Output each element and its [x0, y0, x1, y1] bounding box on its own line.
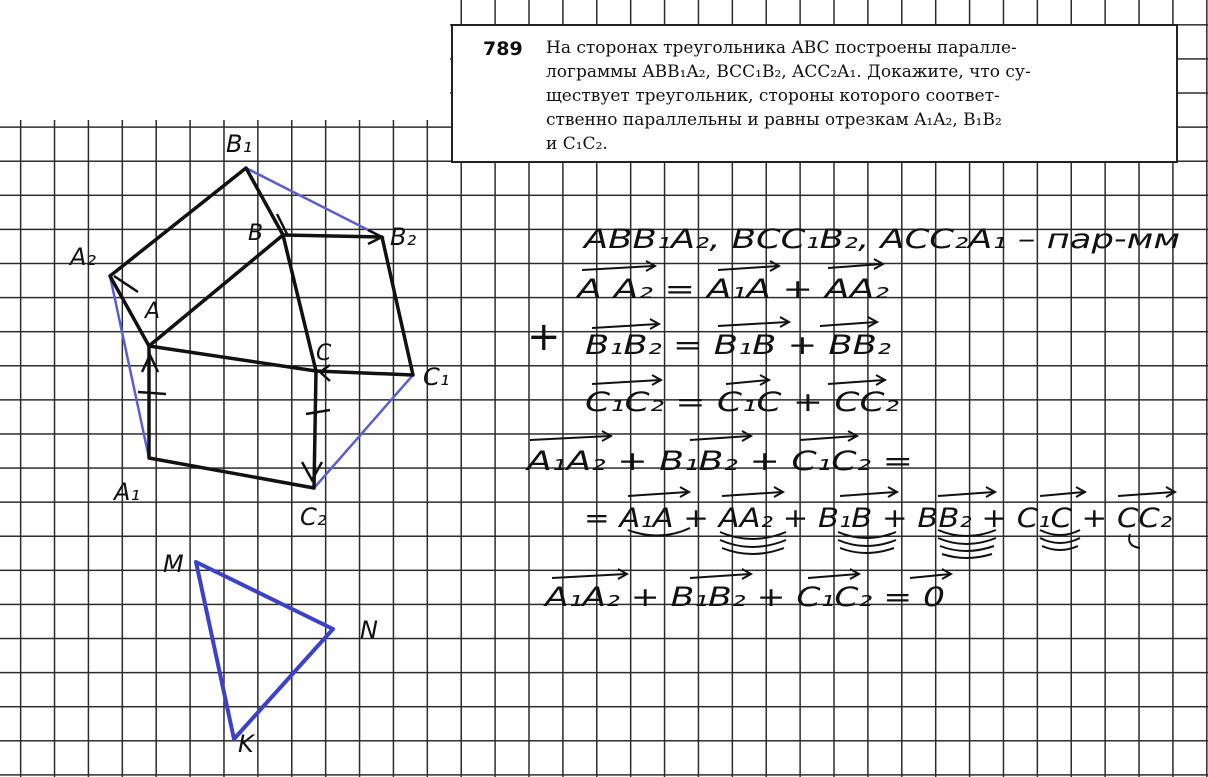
segment-c1c2 — [314, 375, 413, 488]
label-c: C — [316, 341, 332, 366]
solution-eq-1: A A₂ = A₁A + AA₂ — [574, 274, 890, 305]
solution-eq-2: B₁B₂ = B₁B + BB₂ — [585, 330, 892, 361]
task-line: ственно параллельны и равны отрезкам A₁A₂, B₁B₂ — [546, 110, 1002, 130]
label-b: B — [248, 221, 264, 246]
label-b2: B₂ — [390, 223, 417, 251]
label-n: N — [360, 616, 378, 644]
label-a2: A₂ — [70, 243, 97, 271]
parallelogram-bcc1b2 — [283, 235, 413, 375]
triangle-abc — [149, 235, 316, 371]
blue-segments — [110, 168, 413, 488]
label-c1: C₁ — [423, 363, 450, 391]
label-a1: A₁ — [114, 478, 141, 506]
solution-line-1: ABB₁A₂, BCC₁B₂, ACC₂A₁ – пар-мм — [581, 224, 1180, 255]
label-m: M — [163, 550, 184, 578]
solution-eq-3: C₁C₂ = C₁C + CC₂ — [585, 387, 900, 418]
solution-eq-5: = A₁A + AA₂ + B₁B + BB₂ + C₁C + CC₂ — [584, 503, 1173, 534]
label-k: K — [238, 730, 254, 758]
task-line: и C₁C₂. — [546, 134, 608, 154]
label-b1: B₁ — [226, 130, 253, 158]
task-line: лограммы ABB₁A₂, BCC₁B₂, ACC₂A₁. Докажите, что су- — [546, 62, 1031, 82]
plus-sign: + — [527, 314, 561, 360]
label-c2: C₂ — [300, 503, 327, 531]
solution-lines — [524, 224, 1180, 613]
task-number: 789 — [483, 38, 523, 60]
solution-eq-6: A₁A₂ + B₁B₂ + C₁C₂ = 0 — [542, 582, 945, 613]
parallelograms — [110, 168, 413, 488]
label-a: A — [145, 299, 161, 324]
solution-eq-4: A₁A₂ + B₁B₂ + C₁C₂ = — [524, 446, 913, 477]
task-line: На сторонах треугольника ABC построены паралле- — [546, 38, 1017, 58]
task-line: ществует треугольник, стороны которого соответ- — [546, 86, 1000, 106]
triangle-mnk — [196, 562, 333, 739]
